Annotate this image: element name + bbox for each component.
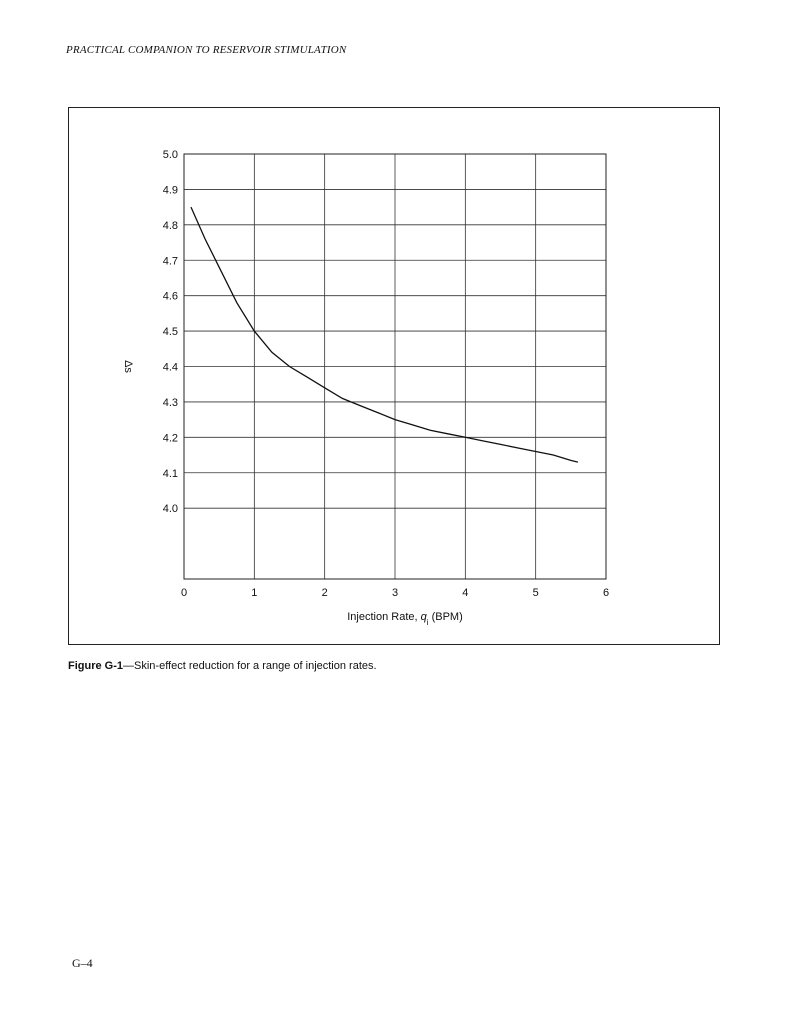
y-tick-label: 5.0 — [162, 149, 178, 161]
y-tick-label: 4.3 — [162, 396, 178, 409]
x-tick-label: 4 — [462, 587, 469, 599]
y-tick-label: 4.7 — [162, 255, 178, 268]
x-tick-label: 5 — [532, 587, 539, 599]
x-tick-labels — [181, 587, 609, 599]
y-axis-label: Δs — [122, 360, 134, 373]
figure-caption — [68, 660, 377, 672]
y-tick-label: 4.5 — [162, 326, 178, 339]
y-tick-label: 4.2 — [162, 432, 178, 445]
x-tick-label: 2 — [321, 587, 328, 599]
skin-effect-curve — [191, 207, 578, 462]
page-number: G–4 — [72, 956, 93, 970]
x-axis-label-variable: q — [420, 611, 427, 623]
x-tick-label: 6 — [602, 587, 610, 599]
caption-text: —Skin-effect reduction for a range of injection rates. — [123, 660, 377, 672]
line-chart — [69, 108, 721, 646]
x-tick-label: 0 — [180, 587, 188, 599]
x-axis-label-subscript: i — [426, 617, 429, 627]
x-tick-label: 3 — [391, 587, 399, 599]
y-tick-label: 4.9 — [162, 184, 178, 197]
y-tick-labels — [163, 149, 178, 515]
y-tick-label: 4.0 — [162, 503, 178, 516]
caption-label: Figure G-1 — [68, 660, 124, 672]
y-tick-label: 4.8 — [162, 219, 178, 232]
x-tick-label: 1 — [251, 587, 258, 599]
figure-frame — [68, 107, 720, 645]
running-header: PRACTICAL COMPANION TO RESERVOIR STIMULATION — [66, 44, 347, 56]
y-tick-label: 4.6 — [162, 290, 178, 303]
x-axis-label: Injection Rate, $q_i$ (BPM) — [347, 611, 463, 627]
y-tick-label: 4.1 — [162, 467, 178, 480]
grid-lines — [184, 154, 606, 579]
y-tick-label: 4.4 — [162, 361, 178, 374]
